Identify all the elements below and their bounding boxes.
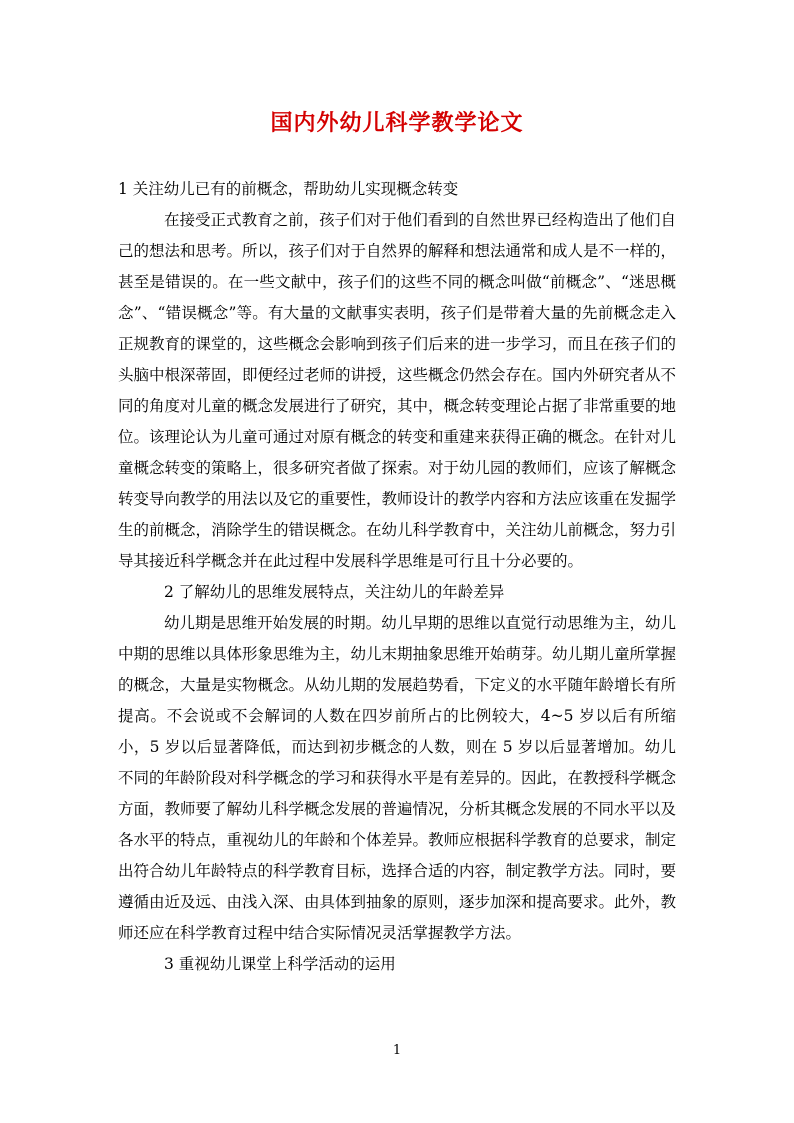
document-title: 国内外幼儿科学教学论文 [270,110,524,136]
document-body [118,174,676,980]
section-1-heading: 1 关注幼儿已有的前概念，帮助幼儿实现概念转变 [118,180,459,198]
section-2-heading: 2 了解幼儿的思维发展特点，关注幼儿的年龄差异 [164,583,505,601]
page-number: 1 [392,1043,402,1058]
section-1-paragraph: 在接受正式教育之前，孩子们对于他们看到的自然世界已经构造出了他们自己的想法和思考。所以，孩子们对于自然界的解释和想法通常和成人是不一样的，甚至是错误的。在一些文献中，孩子们的这些不同的概念叫做“前概念”、“迷思概念”、“错误概念”等。有大量的文献事实表明，孩子们是带着大量的先前概念走入正规教育的课堂的，这些概念会影响到孩子们后来的进一步学习，而且在孩子们的头脑中根深蒂固，即便经过老师的讲授，这些概念仍然会存在。国内外研究者从不同的角度对儿童的概念发展进行了研究，其中，概念转变理论占据了非常重要的地位。该理论认为儿童可通过对原有概念的转变和重建来获得正确的概念。在针对儿童概念转变的策略上，很多研究者做了探索。对于幼儿园的教师们，应该了解概念转变导向教学的用法以及它的重要性，教师设计的教学内容和方法应该重在发掘学生的前概念，消除学生的错误概念。在幼儿科学教育中，关注幼儿前概念，努力引导其接近科学概念并在此过程中发展科学思维是可行且十分必要的。 [118,211,677,570]
section-2-paragraph: 幼儿期是思维开始发展的时期。幼儿早期的思维以直觉行动思维为主，幼儿中期的思维以具体形象思维为主，幼儿末期抽象思维开始萌芽。幼儿期儿童所掌握的概念，大量是实物概念。从幼儿期的发展趋势看，下定义的水平随年龄增长有所提高。不会说或不会解词的人数在四岁前所占的比例较大，4~5 岁以后有所缩小，5 岁以后显著降低，而达到初步概念的人数，则在 5 岁以后显著增加。幼儿不同的年龄阶段对科学概念的学习和获得水平是有差异的。因此，在教授科学概念方面，教师要了解幼儿科学概念发展的普遍情况，分析其概念发展的不同水平以及各水平的特点，重视幼儿的年龄和个体差异。教师应根据科学教育的总要求，制定出符合幼儿年龄特点的科学教育目标，选择合适的内容，制定教学方法。同时，要遵循由近及远、由浅入深、由具体到抽象的原则，逐步加深和提高要求。此外，教师还应在科学教育过程中结合实际情况灵活掌握教学方法。 [118,614,677,942]
section-3-heading: 3 重视幼儿课堂上科学活动的运用 [164,955,396,973]
